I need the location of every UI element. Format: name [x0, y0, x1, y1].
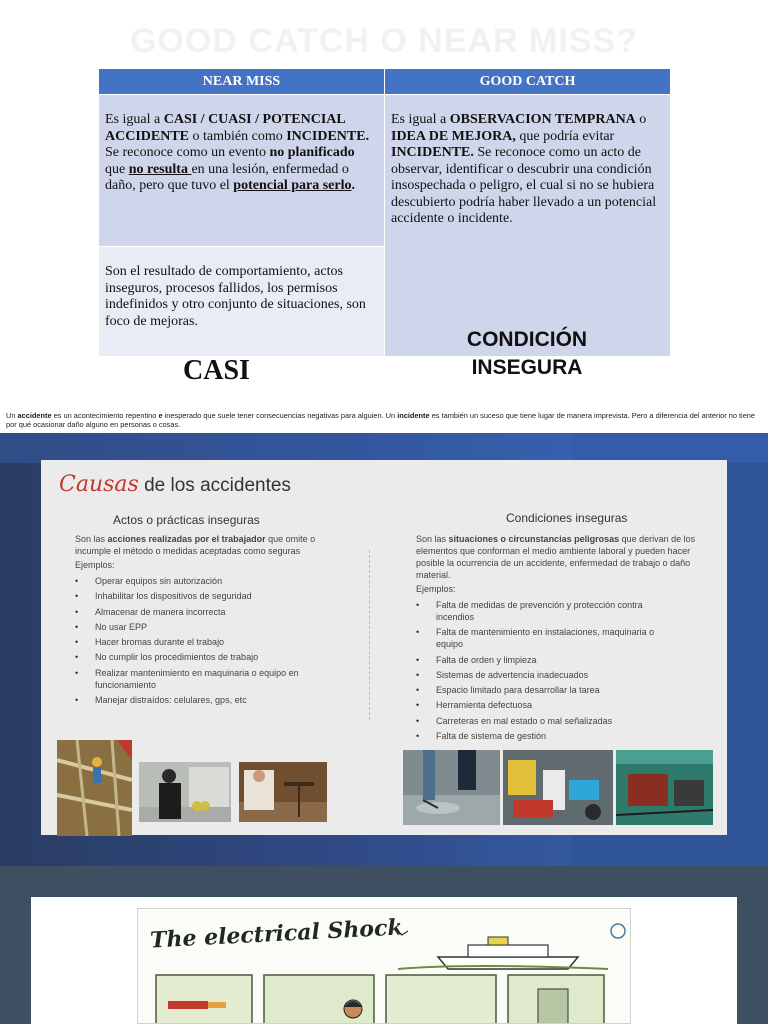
unsafe-conditions-list: [416, 599, 681, 745]
photo-cluttered-table: [503, 750, 613, 825]
condicion-insegura-label: CONDICIÓN INSEGURA: [466, 328, 588, 379]
accident-footnote: Un accidente es un acontecimiento repentino e inesperado que suele tener consecuencias negativas para alguien. Un incidente es también un suceso que tiene lugar de manera imprevista. Pero a diferencia del anterior no tiene por qué ocasionar daño alguno en personas o cosas.: [6, 411, 756, 429]
list-item: • No usar EPP: [75, 621, 335, 633]
list-item: • Herramienta defectuosa: [416, 699, 681, 711]
good-catch-definition: Es igual a OBSERVACION TEMPRANA o IDEA DE MEJORA, que podría evitar INCIDENTE. Se reconoce como un acto de observar, identificar o descubrir una condición insospechada o peligro, el cual si no se hubiera descubierto podría haber llevado a un potencial accidente o incidente.: [385, 95, 670, 356]
unsafe-conditions-heading: Condiciones inseguras: [506, 511, 628, 525]
ghost-title: GOOD CATCH O NEAR MISS?: [130, 22, 638, 60]
unsafe-acts-examples-label: Ejemplos:: [75, 560, 115, 570]
causes-slide: [41, 460, 727, 835]
photo-wet-floor: [403, 750, 500, 825]
casi-label: CASI: [183, 355, 250, 386]
list-item: • Espacio limitado para desarrollar la tarea: [416, 684, 681, 696]
list-item: • Falta de orden y limpieza: [416, 654, 681, 666]
photo-kitchen-worker: [139, 762, 231, 822]
list-item: • Falta de sistema de gestión: [416, 730, 681, 742]
list-item: • Manejar distraídos: celulares, gps, etc: [75, 694, 335, 706]
comic-strip: [137, 908, 631, 1024]
list-item: • Realizar mantenimiento en maquinaria o equipo en funcionamiento: [75, 667, 335, 691]
list-item: • Operar equipos sin autorización: [75, 575, 335, 587]
near-miss-definition: Es igual a CASI / CUASI / POTENCIAL ACCIDENTE o también como INCIDENTE. Se reconoce como un evento no planificado que no resulta en una lesión, enfermedad o daño, pero que tuvo el potencial para serlo.: [99, 95, 384, 246]
column-divider: [369, 550, 370, 720]
list-item: • Inhabilitar los dispositivos de seguridad: [75, 590, 335, 602]
unsafe-conditions-description: Son las situaciones o circunstancias peligrosas que derivan de los elementos que conforman el medio ambiente laboral y pueden hacer posible la ocurrencia de un accidente, enfermedad de trabajo o daño material.: [416, 534, 696, 580]
list-item: • Hacer bromas durante el trabajo: [75, 636, 335, 648]
unsafe-conditions-examples-label: Ejemplos:: [416, 584, 456, 594]
unsafe-acts-heading: Actos o prácticas inseguras: [113, 513, 260, 527]
comic-title: The electrical Shock: [149, 914, 404, 954]
photo-office-worker: [239, 762, 327, 822]
list-item: • Carreteras en mal estado o mal señalizadas: [416, 715, 681, 727]
list-item: • Falta de mantenimiento en instalaciones, maquinaria o equipo: [416, 626, 681, 650]
header-near-miss: NEAR MISS: [99, 69, 384, 94]
comic-illustration: [138, 909, 631, 1024]
unsafe-acts-description: Son las acciones realizadas por el trabajador que omite o incumple el método o medidas aceptadas como seguras: [75, 534, 316, 556]
photo-damaged-equipment: [616, 750, 713, 825]
near-miss-result: Son el resultado de comportamiento, actos inseguros, procesos fallidos, los permisos indefinidos y otro conjunto de situaciones, son foco de mejoras.: [99, 247, 384, 356]
comparison-table: [99, 69, 670, 356]
photo-worker-on-scaffold: [57, 740, 132, 836]
unsafe-acts-list: [75, 575, 335, 709]
slide-title: Causas de los accidentes: [59, 472, 291, 497]
list-item: • Almacenar de manera incorrecta: [75, 606, 335, 618]
header-good-catch: GOOD CATCH: [385, 69, 670, 94]
list-item: • No cumplir los procedimientos de trabajo: [75, 651, 335, 663]
list-item: • Sistemas de advertencia inadecuados: [416, 669, 681, 681]
list-item: • Falta de medidas de prevención y protección contra incendios: [416, 599, 681, 623]
